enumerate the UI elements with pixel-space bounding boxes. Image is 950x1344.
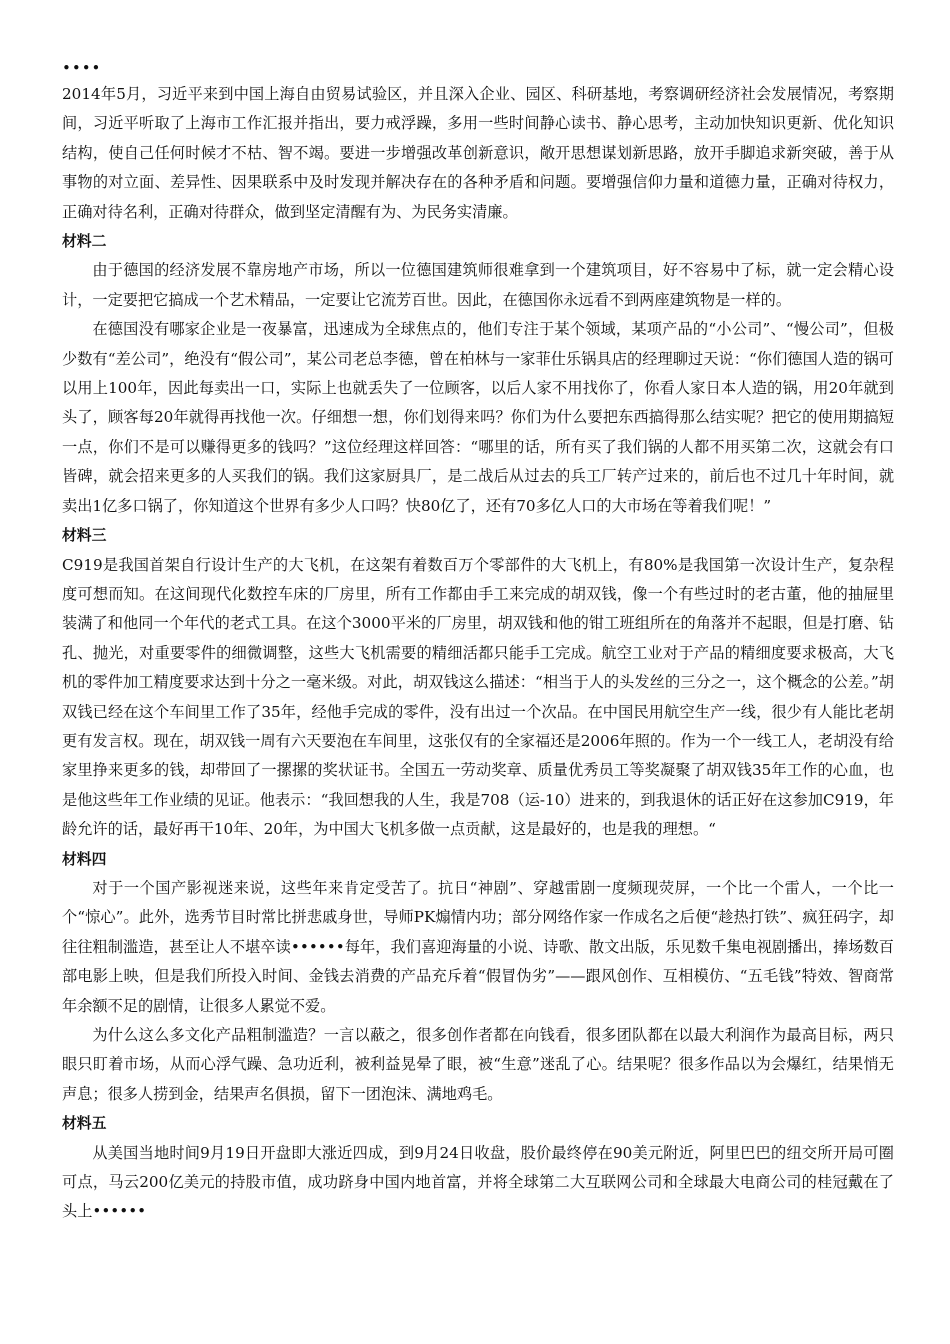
material-4-heading: 材料四	[62, 850, 107, 868]
material-2-paragraph-2: 在德国没有哪家企业是一夜暴富，迅速成为全球焦点的，他们专注于某个领域，某项产品的“小公司”、“慢公司”，但极少数有“差公司”，绝没有“假公司”，某公司老总李德，曾在柏林与一家菲仕乐锅具店的经理聊过天说：“你们德国人造的锅可以用上100年，因此每卖出一口，实际上也就丢失了一位顾客，以后人家不用找你了，你看人家日本人造的锅，用20年就到头了，顾客每20年就得再找他一次。仔细想一想，你们划得来吗？你们为什么要把东西搞得那么结实呢？把它的使用期搞短一点，你们不是可以赚得更多的钱吗？”这位经理这样回答：“哪里的话，所有买了我们锅的人都不用买第二次，这就会有口皆碑，就会招来更多的人买我们的锅。我们这家厨具厂，是二战后从过去的兵工厂转产过来的，前后也不过几十年时间，就卖出1亿多口锅了，你知道这个世界有多少人口吗？快80亿了，还有70多亿人口的大市场在等着我们呢！”	[62, 320, 894, 515]
intro-paragraph: 2014年5月，习近平来到中国上海自由贸易试验区，并且深入企业、园区、科研基地，考察调研经济社会发展情况，考察期间，习近平听取了上海市工作汇报并指出，要力戒浮躁，多用一些时间静心读书、静心思考，主动加快知识更新、优化知识结构，使自己任何时候才不枯、智不竭。要进一步增强改革创新意识，敞开思想谋划新思路，放开手脚追求新突破，善于从事物的对立面、差异性、因果联系中及时发现并解决存在的各种矛盾和问题。要增强信仰力量和道德力量，正确对待权力，正确对待名利，正确对待群众，做到坚定清醒有为、为民务实清廉。	[62, 85, 894, 221]
material-4-paragraph-2: 为什么这么多文化产品粗制滥造？一言以蔽之，很多创作者都在向钱看，很多团队都在以最大利润作为最高目标，两只眼只盯着市场，从而心浮气躁、急功近利，被利益晃晕了眼，被“生意”迷乱了心。结果呢？很多作品以为会爆红，结果悄无声息；很多人捞到金，结果声名俱损，留下一团泡沫、满地鸡毛。	[62, 1026, 894, 1103]
material-4-paragraph-1: 对于一个国产影视迷来说，这些年来肯定受苦了。抗日“神剧”、穿越雷剧一度频现荧屏，一个比一个雷人，一个比一个“惊心”。此外，选秀节目时常比拼悲戚身世，导师PK煽情内功；部分网络作家一作成名之后便“趁热打铁”、疯狂码字，却往往粗制滥造，甚至让人不堪卒读••••••每年，我们喜迎海量的小说、诗歌、散文出版，乐见数千集电视剧播出，捧场数百部电影上映，但是我们所投入时间、金钱去消费的产品充斥着“假冒伪劣”——跟风创作、互相模仿、“五毛钱”特效、智商常年余额不足的剧情，让很多人累觉不爱。	[62, 878, 894, 1015]
leading-ellipsis: ••••	[62, 59, 102, 77]
material-2-heading: 材料二	[62, 233, 107, 251]
material-3-paragraph-1: C919是我国首架自行设计生产的大飞机，在这架有着数百万个零部件的大飞机上，有80%是我国第一次设计生产，复杂程度可想而知。在这间现代化数控车床的厂房里，所有工作都由手工来完成的胡双钱，像一个有些过时的老古董，他的抽屉里装满了和他同一个年代的老式工具。在这个3000平米的厂房里，胡双钱和他的钳工班组所在的角落并不起眼，但是打磨、钻孔、抛光，对重要零件的细微调整，这些大飞机需要的精细活都只能手工完成。航空工业对于产品的精细度要求极高，大飞机的零件加工精度要求达到十分之一毫米级。对此，胡双钱这么描述：“相当于人的头发丝的三分之一，这个概念的公差。”胡双钱已经在这个车间里工作了35年，经他手完成的零件，没有出过一个次品。在中国民用航空生产一线，很少有人能比老胡更有发言权。现在，胡双钱一周有六天要泡在车间里，这张仅有的全家福还是2006年照的。作为一个一线工人，老胡没有给家里挣来更多的钱，却带回了一摞摞的奖状证书。全国五一劳动奖章、质量优秀员工等奖凝聚了胡双钱35年工作的心血，也是他这些年工作业绩的见证。他表示：“我回想我的人生，我是708（运-10）进来的，到我退休的话正好在这参加C919，年龄允许的话，最好再干10年、20年，为中国大飞机多做一点贡献，这是最好的，也是我的理想。“	[62, 555, 894, 839]
document-page	[62, 58, 894, 1227]
material-5-heading: 材料五	[62, 1115, 107, 1133]
material-2-paragraph-1: 由于德国的经济发展不靠房地产市场，所以一位德国建筑师很难拿到一个建筑项目，好不容易中了标，就一定会精心设计，一定要把它搞成一个艺术精品，一定要让它流芳百世。因此，在德国你永远看不到两座建筑物是一样的。	[62, 261, 894, 309]
material-5-paragraph-1: 从美国当地时间9月19日开盘即大涨近四成，到9月24日收盘，股价最终停在90美元附近，阿里巴巴的纽交所开局可圈可点，马云200亿美元的持股市值，成功跻身中国内地首富，并将全球第二大互联网公司和全球最大电商公司的桂冠戴在了头上••••••	[62, 1143, 894, 1221]
material-3-heading: 材料三	[62, 527, 107, 545]
